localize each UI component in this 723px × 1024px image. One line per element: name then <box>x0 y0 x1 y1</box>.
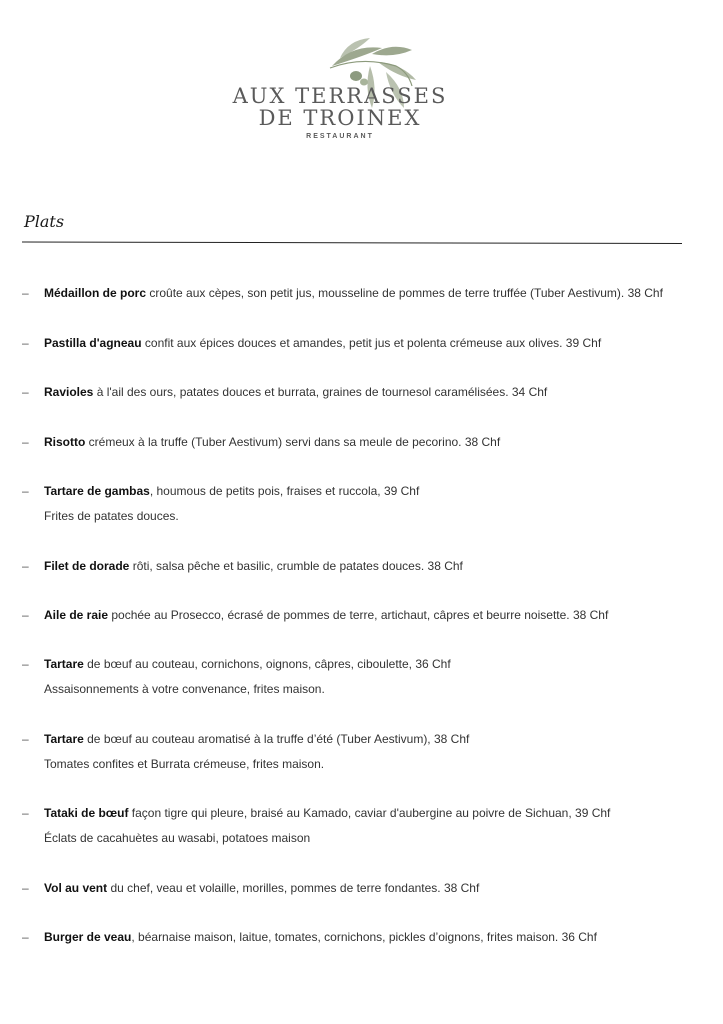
menu-item-line <box>44 479 419 504</box>
list-dash: – <box>22 657 29 671</box>
dish-description: confit aux épices douces et amandes, petit jus et polenta crémeuse aux olives. 39 Chf <box>141 336 602 350</box>
menu-item-line <box>44 331 601 356</box>
menu-item-line <box>44 801 610 826</box>
list-dash: – <box>22 559 29 573</box>
dish-description: façon tigre qui pleure, braisé au Kamado, caviar d'aubergine au poivre de Sichuan, 39 Chf <box>128 806 611 820</box>
list-dash: – <box>22 435 29 449</box>
dish-name: Aile de raie <box>44 608 109 622</box>
menu-item-line <box>44 727 469 752</box>
list-dash: – <box>22 732 29 746</box>
menu-item-line <box>44 652 451 677</box>
menu-item-line <box>44 281 663 306</box>
list-dash: – <box>22 336 29 350</box>
dish-description: du chef, veau et volaille, morilles, pommes de terre fondantes. 38 Chf <box>107 881 480 895</box>
dish-name: Tartare <box>44 657 84 671</box>
menu-item-line <box>44 876 479 901</box>
dish-description-continued: Frites de patates douces. <box>44 509 179 523</box>
dish-description: , houmous de petits pois, fraises et ruccola, 39 Chf <box>149 484 420 498</box>
menu-item-line <box>44 430 500 455</box>
dish-name: Médaillon de porc <box>44 286 147 300</box>
section-divider <box>22 241 682 244</box>
list-dash: – <box>22 930 29 944</box>
dish-description: crémeux à la truffe (Tuber Aestivum) servi dans sa meule de pecorino. 38 Chf <box>85 435 501 449</box>
list-dash: – <box>22 608 29 622</box>
dish-description: à l'ail des ours, patates douces et burrata, graines de tournesol caramélisées. 34 Chf <box>93 385 548 399</box>
list-dash: – <box>22 881 29 895</box>
list-dash: – <box>22 806 29 820</box>
dish-description-continued: Assaisonnements à votre convenance, frites maison. <box>44 682 325 696</box>
dish-description: , béarnaise maison, laitue, tomates, cornichons, pickles d’oignons, frites maison. 36 Chf <box>131 930 597 944</box>
list-dash: – <box>22 385 29 399</box>
dish-name: Ravioles <box>44 385 94 399</box>
menu-item-line <box>44 925 597 950</box>
restaurant-logo <box>230 36 450 148</box>
dish-description: pochée au Prosecco, écrasé de pommes de terre, artichaut, câpres et beurre noisette. 38 Chf <box>108 608 609 622</box>
menu-item-line <box>44 603 608 628</box>
logo-title-line1: AUX TERRASSES <box>232 84 448 108</box>
dish-name: Risotto <box>44 435 86 449</box>
dish-description: de bœuf au couteau, cornichons, oignons, câpres, ciboulette, 36 Chf <box>83 657 451 671</box>
dish-description-continued: Tomates confites et Burrata crémeuse, frites maison. <box>44 757 325 771</box>
dish-name: Tartare de gambas <box>44 484 150 498</box>
dish-name: Tartare <box>44 732 84 746</box>
logo-subtitle: RESTAURANT <box>306 133 374 140</box>
list-dash: – <box>22 286 29 300</box>
menu-item-line <box>44 380 547 405</box>
dish-description: rôti, salsa pêche et basilic, crumble de patates douces. 38 Chf <box>129 559 463 573</box>
dish-name: Vol au vent <box>44 881 108 895</box>
dish-description: de bœuf au couteau aromatisé à la truffe d’été (Tuber Aestivum), 38 Chf <box>83 732 470 746</box>
logo-title-line2: DE TROINEX <box>258 106 422 130</box>
list-dash: – <box>22 484 29 498</box>
dish-name: Pastilla d'agneau <box>44 336 142 350</box>
dish-name: Filet de dorade <box>44 559 130 573</box>
section-title: Plats <box>24 212 65 231</box>
dish-name: Tataki de bœuf <box>44 806 129 820</box>
menu-item-line <box>44 554 463 579</box>
dish-description-continued: Éclats de cacahuètes au wasabi, potatoes maison <box>44 831 311 845</box>
dish-description: croûte aux cèpes, son petit jus, mousseline de pommes de terre truffée (Tuber Aestivum). 38 Chf <box>146 286 663 300</box>
dish-name: Burger de veau <box>44 930 132 944</box>
